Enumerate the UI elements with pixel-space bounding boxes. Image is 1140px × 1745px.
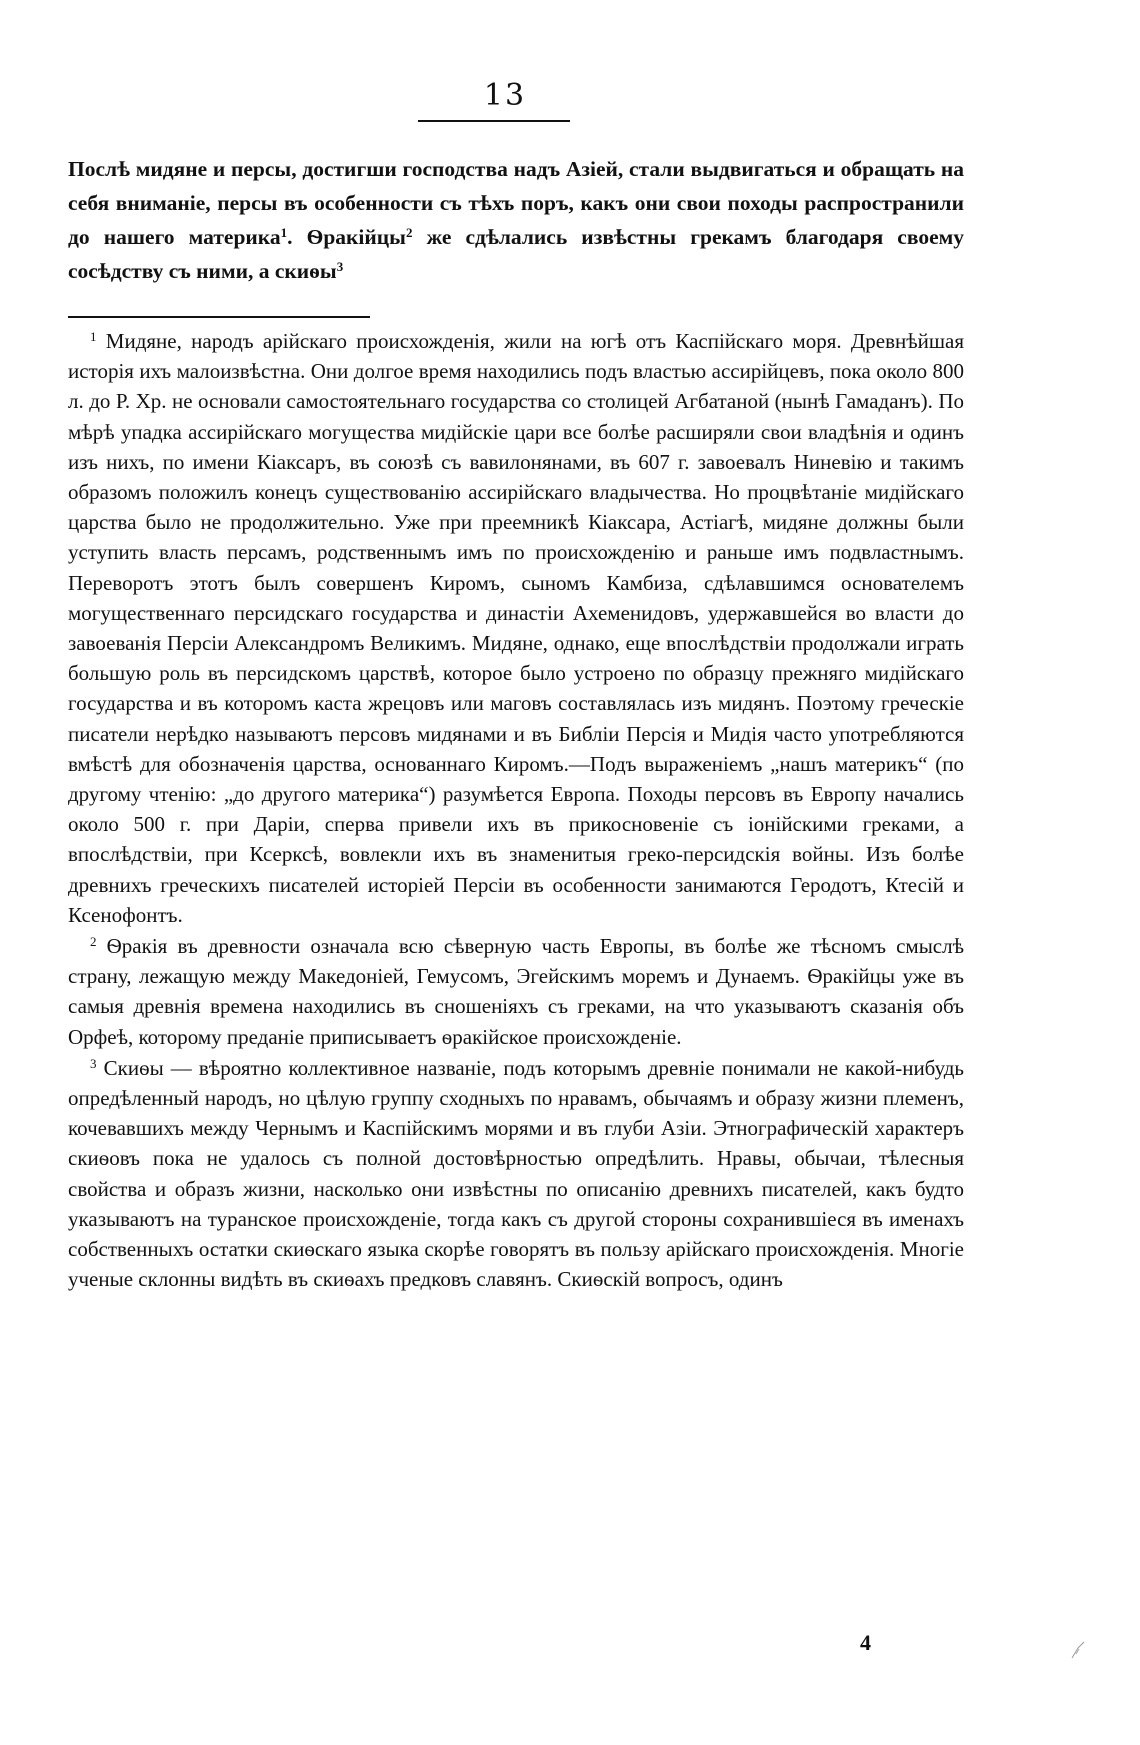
footnote-marker: 3	[90, 1055, 97, 1071]
footnote-1	[68, 326, 964, 930]
main-paragraph	[68, 152, 964, 288]
footnote-marker: 1	[90, 329, 97, 344]
footnote-ref-3: 3	[336, 259, 344, 274]
footnote-rule	[68, 316, 370, 318]
footnote-3	[68, 1053, 964, 1295]
footnote-2	[68, 931, 964, 1052]
main-paragraph-text: Послѣ мидяне и персы, достигши господства надъ Азіей, стали выдвигаться и обращать на себя вниманіе, персы въ особенности съ тѣхъ поръ, какъ они свои походы распространили до нашего материка	[68, 157, 964, 249]
footnote-text: Скиѳы — вѣроятно коллективное названіе, подъ которымъ древніе понимали не какой-нибудь опредѣленный народъ, но цѣлую группу сходныхъ по нравамъ, обычаямъ и образу жизни племенъ, кочевавшихъ между Чернымъ и Каспійскимъ морями и въ глуби Азіи. Этнографическій характеръ скиѳовъ пока не удалось съ полной достовѣрностью опредѣлить. Нравы, обычаи, тѣлесныя свойства и образъ жизни, насколько они извѣстны по описанію древнихъ писателей, какъ будто указываютъ на туранское происхожденіе, тогда какъ съ другой стороны сохранившіеся въ именахъ собственныхъ остатки скиѳскаго языка скорѣе говорятъ въ пользу арійскаго происхожденія. Многіе ученые склонны видѣть въ скиѳахъ предковъ славянъ. Скиѳскій вопросъ, одинъ	[68, 1055, 965, 1292]
main-paragraph-text-3: же сдѣлались извѣстны грекамъ благодаря своему сосѣдству съ ними, а скиѳы	[68, 225, 965, 283]
footnote-marker: 2	[90, 934, 97, 950]
footnotes-block	[68, 326, 964, 1296]
footnote-ref-2: 2	[405, 225, 413, 240]
main-paragraph-text-2: . Ѳракійцы	[287, 225, 406, 249]
printer-signature: 4	[860, 1630, 871, 1655]
footnote-ref-1: 1	[280, 225, 288, 240]
footnote-text: Мидяне, народъ арійскаго происхожденія, жили на югѣ отъ Каспійскаго моря. Древнѣйшая исторія ихъ малоизвѣстна. Они долгое время находились подъ властью ассирійцевъ, пока около 800 л. до Р. Хр. не основали самостоятельнаго государства со столицей Агбатаной (нынѣ Гамаданъ). По мѣрѣ упадка ассирійскаго могущества мидійскіе цари все болѣе расширяли свои владѣнія и одинъ изъ нихъ, по имени Кіаксаръ, въ союзѣ съ вавилонянами, въ 607 г. завоевалъ Ниневію и такимъ образомъ положилъ конецъ существованію ассирійскаго владычества. Но процвѣтаніе мидійскаго царства было не продолжительно. Уже при преемникѣ Кіаксара, Астіагѣ, мидяне должны были уступить власть персамъ, родственнымъ имъ по происхожденію и раньше имъ подвластнымъ. Переворотъ этотъ былъ совершенъ Киромъ, сыномъ Камбиза, сдѣлавшимся основателемъ могущественнаго персидскаго государства и династіи Ахеменидовъ, удержавшейся во власти до завоеванія Персіи Александромъ Великимъ. Мидяне, однако, еще впослѣдствіи продолжали играть большую роль въ персидскомъ царствѣ, которое было устроено по образцу прежняго мидійскаго государства и въ которомъ каста жрецовъ или маговъ составлялась изъ мидянъ. Поэтому греческіе писатели нерѣдко называютъ персовъ мидянами и въ Библіи Персія и Мидія часто употребляются вмѣстѣ для обозначенія царства, основаннаго Киромъ.—Подъ выраженіемъ „нашъ материкъ“ (по другому чтенію: „до другого материка“) разумѣется Европа. Походы персовъ въ Европу начались около 500 г. при Даріи, сперва привели ихъ въ прикосновеніе съ іонійскими греками, а впослѣдствіи, при Ксерксѣ, вовлекли ихъ въ знаменитыя греко-персидскія войны. Изъ болѣе древнихъ греческихъ писателей исторіей Персіи въ особенности занимаются Геродотъ, Ктесій и Ксенофонтъ.	[68, 329, 965, 927]
header-rule	[418, 120, 570, 122]
stray-pencil-mark	[1070, 1640, 1086, 1660]
main-text-block	[68, 152, 964, 288]
page-number: 13	[483, 78, 527, 113]
footnote-text: Ѳракія въ древности означала всю сѣверную часть Европы, въ болѣе же тѣсномъ смыслѣ страну, лежащую между Македоніей, Гемусомъ, Эгейскимъ моремъ и Дунаемъ. Ѳракійцы уже въ самыя древнія времена находились въ сношеніяхъ съ греками, на что указываютъ сказанія объ Орфеѣ, которому преданіе приписываетъ ѳракійское происхожденіе.	[68, 934, 965, 1049]
